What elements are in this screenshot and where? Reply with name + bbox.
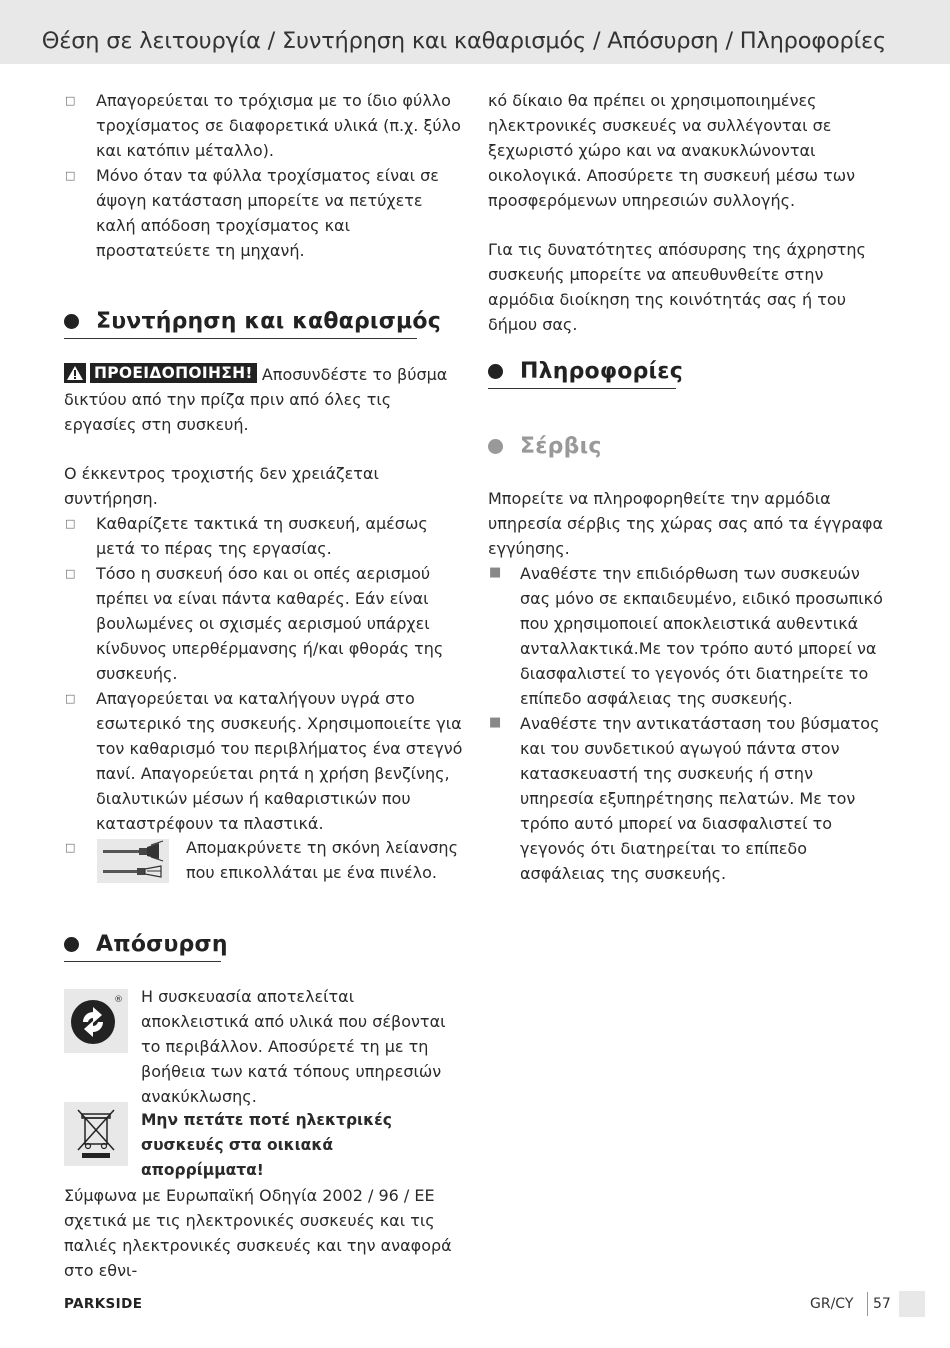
service-heading	[488, 434, 602, 459]
checkbox-bullet-icon: □	[65, 841, 76, 854]
section-dot-icon	[64, 937, 79, 952]
warning-triangle-icon	[64, 363, 86, 383]
checkbox-bullet-icon: □	[65, 517, 76, 530]
list-item: □ Καθαρίζετε τακτικά τη συσκευή, αμέσως μετά το πέρας της εργασίας.	[64, 511, 464, 561]
checkbox-bullet-icon: □	[65, 169, 76, 182]
info-underline	[488, 388, 676, 389]
section-dot-icon	[488, 364, 503, 379]
brush-bullet-text: Απομακρύνετε τη σκόνη λείανσης που επικολλάται με ένα πινέλο.	[186, 838, 458, 882]
section-dot-icon	[488, 439, 503, 454]
list-item: ■ Αναθέστε την αντικατάσταση του βύσματος και του συνδετικού αγωγού πάντα στον κατασκευαστή της συσκευής ή στην υπηρεσία εξυπηρέτησης πελατών. Με τον τρόπο αυτό μπορεί να διασφαλιστεί το γεγονός ότι διατηρείται το επίπεδο ασφάλειας της συσκευής.	[488, 711, 888, 886]
brush-icon	[97, 839, 169, 883]
packaging-text: Η συσκευασία αποτελείται αποκλειστικά από υλικά που σέβονται το περιβάλλον. Αποσύρετέ τη με τη βοήθεια των κατά τόπους υπηρεσιών ανακύκλωσης.	[141, 987, 446, 1106]
list-item: □ Μόνο όταν τα φύλλα τροχίσματος είναι σε άψογη κατάσταση μπορείτε να πετύχετε καλή απόδοση τροχίσματος και προστατεύετε τη μηχανή.	[64, 163, 464, 263]
municipal-text: Για τις δυνατότητες απόσυρσης της άχρηστης συσκευής μπορείτε να απευθυνθείτε στην αρμόδια διοίκηση της κοινότητάς σας ή του δήμου σας.	[488, 240, 866, 334]
service-title: Σέρβις	[520, 434, 602, 459]
info-heading	[488, 359, 683, 384]
brand-logo: PARKSIDE	[64, 1296, 143, 1312]
maintenance-note: Ο έκκεντρος τροχιστής δεν χρειάζεται συντήρηση.	[64, 464, 379, 508]
maintenance-bullets	[64, 511, 464, 836]
weee-warning: Μην πετάτε ποτέ ηλεκτρικές συσκευές στα οικιακά απορρίμματα!	[141, 1111, 392, 1179]
square-bullet-icon: ■	[489, 715, 502, 730]
brush-bullet	[64, 835, 464, 887]
list-item: □ Απαγορεύεται να καταλήγουν υγρά στο εσωτερικό της συσκευής. Χρησιμοποιείτε για τον καθαρισμό του περιβλήματος ένα στεγνό πανί. Απαγορεύεται ρητά η χρήση βενζίνης, διαλυτικών μέσων ή καθαριστικών που καταστρέφουν τα πλαστικά.	[64, 686, 464, 836]
maintenance-underline	[64, 338, 417, 339]
disposal-title: Απόσυρση	[96, 932, 228, 957]
maintenance-heading	[64, 309, 441, 334]
language-code: GR/CY	[810, 1296, 854, 1312]
footer-tab	[899, 1291, 925, 1317]
page-number: 57	[873, 1296, 891, 1312]
continued-text: κό δίκαιο θα πρέπει οι χρησιμοποιημένες ηλεκτρονικές συσκευές να συλλέγονται σε ξεχωριστό χώρο και να ανακυκλώνονται οικολογικά. Αποσύρετε τη συσκευή μέσω των προσφερόμενων υπηρεσιών συλλογής.	[488, 91, 856, 210]
weee-bin-icon	[64, 1102, 128, 1166]
warning-text: Αποσυνδέστε το βύσμα δικτύου από την πρίζα πριν από όλες τις εργασίες στη συσκευή.	[64, 365, 448, 434]
registered-mark: ®	[114, 995, 123, 1005]
top-bullet-block	[64, 88, 464, 263]
disposal-heading	[64, 932, 228, 957]
disposal-underline	[64, 961, 221, 962]
service-bullets	[488, 561, 888, 886]
list-item: □ Απαγορεύεται το τρόχισμα με το ίδιο φύλλο τροχίσματος σε διαφορετικά υλικά (π.χ. ξύλο και κατόπιν μέταλλο).	[64, 88, 464, 163]
warning-label: ΠΡΟΕΙΔΟΠΟΙΗΣΗ!	[90, 363, 257, 383]
maintenance-title: Συντήρηση και καθαρισμός	[96, 309, 441, 334]
checkbox-bullet-icon: □	[65, 94, 76, 107]
directive-text: Σύμφωνα με Ευρωπαϊκή Οδηγία 2002 / 96 / EE σχετικά με τις ηλεκτρονικές συσκευές και τις παλιές ηλεκτρονικές συσκευές και την αναφορά στο εθνι-	[64, 1186, 452, 1280]
checkbox-bullet-icon: □	[65, 567, 76, 580]
checkbox-bullet-icon: □	[65, 692, 76, 705]
square-bullet-icon: ■	[489, 565, 502, 580]
service-bullet-list	[488, 561, 888, 886]
warning-badge	[64, 363, 257, 383]
recycling-green-dot-icon	[64, 989, 128, 1053]
list-item: □ Τόσο η συσκευή όσο και οι οπές αερισμού πρέπει να είναι πάντα καθαρές. Εάν είναι βουλωμένες οι σχισμές αερισμού υπάρχει κίνδυνος υπερθέρμανσης ή/και φθοράς της συσκευής.	[64, 561, 464, 686]
info-title: Πληροφορίες	[520, 359, 683, 384]
list-item: ■ Αναθέστε την επιδιόρθωση των συσκευών σας μόνο σε εκπαιδευμένο, ειδικό προσωπικό που χρησιμοποιεί αποκλειστικά αυθεντικά ανταλλακτικά.Με τον τρόπο αυτό μπορεί να διασφαλιστεί το γεγονός ότι διατηρείτε το επίπεδο ασφάλειας της συσκευής.	[488, 561, 888, 711]
warning-paragraph	[64, 362, 464, 437]
top-bullet-list	[64, 88, 464, 263]
page-header	[0, 0, 950, 64]
maintenance-bullet-list	[64, 511, 464, 836]
section-dot-icon	[64, 314, 79, 329]
service-text: Μπορείτε να πληροφορηθείτε την αρμόδια υπηρεσία σέρβις της χώρας σας από τα έγγραφα εγγύησης.	[488, 489, 884, 558]
footer-divider	[867, 1292, 868, 1316]
page-title: Θέση σε λειτουργία / Συντήρηση και καθαρισμός / Απόσυρση / Πληροφορίες	[41, 28, 886, 54]
